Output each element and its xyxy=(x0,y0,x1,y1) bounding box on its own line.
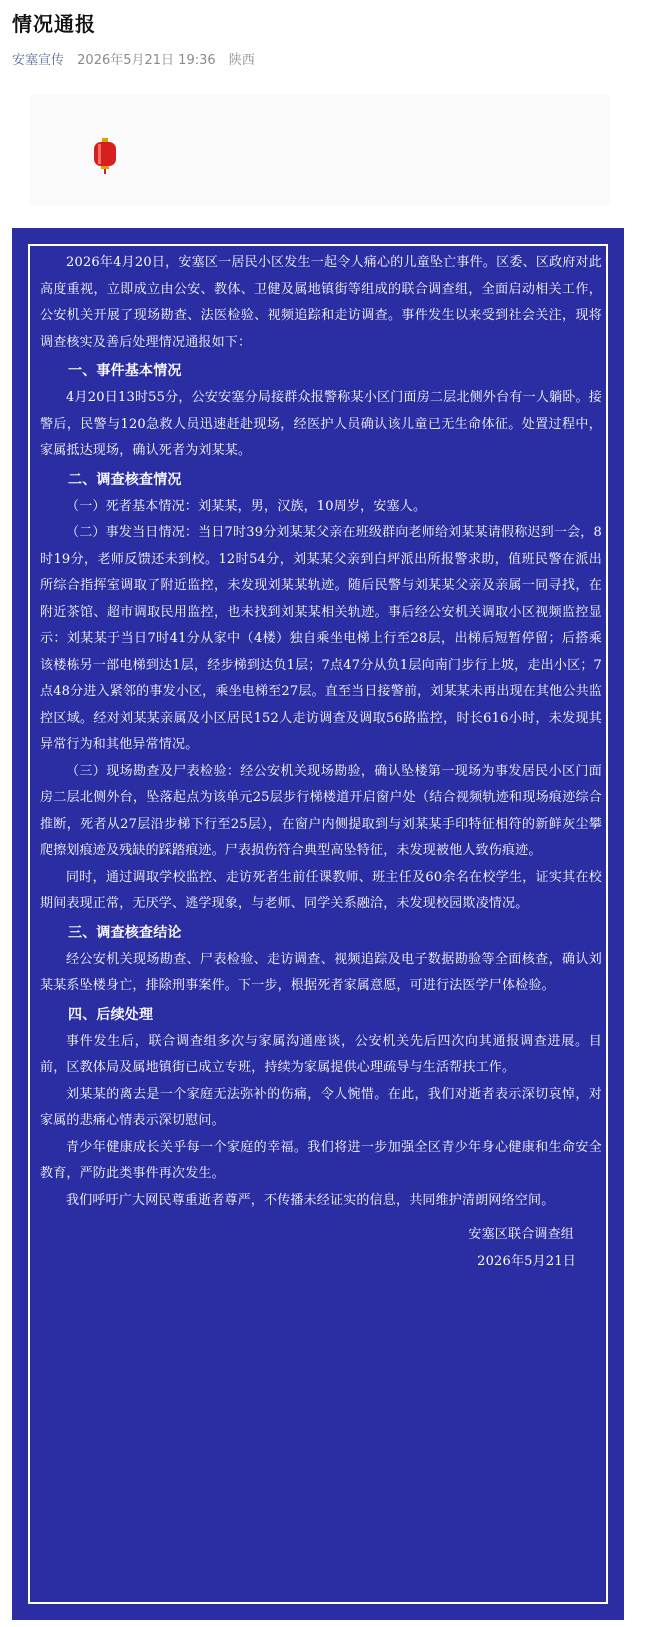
paragraph: 4月20日13时55分，公安安塞分局接群众报警称某小区门面房二层北侧外台有一人躺卧。接警后，民警与120急救人员迅速赶赴现场，经医护人员确认该儿童已无生命体征。处置过程中，家属抵达现场，确认死者为刘某某。 xyxy=(40,390,602,458)
notice-body xyxy=(40,250,602,1275)
red-lantern-icon xyxy=(90,138,120,174)
article-title: 情况通报 xyxy=(12,12,96,36)
section-heading: 一、事件基本情况 xyxy=(68,363,182,379)
paragraph: 经公安机关现场勘查、尸表检验、走访调查、视频追踪及电子数据勘验等全面核查，确认刘某某系坠楼身亡，排除刑事案件。下一步，根据死者家属意愿，可进行法医学尸体检验。 xyxy=(40,951,602,993)
paragraph: 我们呼吁广大网民尊重逝者尊严，不传播未经证实的信息，共同维护清朗网络空间。 xyxy=(66,1192,555,1208)
paragraph: 刘某某的离去是一个家庭无法弥补的伤痛，令人惋惜。在此，我们对逝者表示深切哀悼，对家属的悲痛心情表示深切慰问。 xyxy=(40,1086,602,1128)
publish-location: 陕西 xyxy=(228,53,255,68)
account-name-link[interactable]: 安塞宣传 xyxy=(12,53,65,68)
signature-date: 2026年5月21日 xyxy=(477,1253,576,1269)
paragraph: （三）现场勘查及尸表检验：经公安机关现场勘验，确认坠楼第一现场为事发居民小区门面房二层北侧外台，坠落起点为该单元25层步行梯楼道开启窗户处（结合视频轨迹和现场痕迹综合推断，死者从27层沿步梯下行至25层），在窗户内侧提取到与刘某某手印特征相符的新鲜灰尘攀爬擦划痕迹及残缺的踩踏痕迹。尸表损伤符合典型高坠特征，未发现被他人致伤痕迹。 xyxy=(40,763,602,858)
intro-paragraph: 2026年4月20日，安塞区一居民小区发生一起令人痛心的儿童坠亡事件。区委、区政府对此高度重视，立即成立由公安、教体、卫健及属地镇街等组成的联合调查组，全面启动相关工作，公安机关开展了现场勘查、法医检验、视频追踪和走访调查。事件发生以来受到社会关注，现将调查核实及善后处理情况通报如下： xyxy=(40,255,602,350)
signature: 安塞区联合调查组 xyxy=(468,1227,574,1242)
paragraph: （一）死者基本情况：刘某某，男，汉族，10周岁，安塞人。 xyxy=(66,498,427,514)
article-meta xyxy=(12,49,264,68)
paragraph: 同时，通过调取学校监控、走访死者生前任课教师、班主任及60余名在校学生，证实其在校期间表现正常，无厌学、逃学现象，与老师、同学关系融洽，未发现校园欺凌情况。 xyxy=(40,869,602,911)
paragraph: 事件发生后，联合调查组多次与家属沟通座谈，公安机关先后四次向其通报调查进展。目前，区教体局及属地镇街已成立专班，持续为家属提供心理疏导与生活帮扶工作。 xyxy=(40,1033,602,1075)
paragraph: （二）事发当日情况：当日7时39分刘某某父亲在班级群向老师给刘某某请假称迟到一会，8时19分，老师反馈还未到校。12时54分，刘某某父亲到白坪派出所报警求助，值班民警在派出所综合指挥室调取了附近监控，未发现刘某某轨迹。随后民警与刘某某父亲及亲属一同寻找，在附近茶馆、超市调取民用监控，也未找到刘某某相关轨迹。事后经公安机关调取小区视频监控显示：刘某某于当日7时41分从家中（4楼）独自乘坐电梯上行至28层，出梯后短暂停留；后搭乘该楼栋另一部电梯到达1层，经步梯到达负1层；7点47分从负1层向南门步行上坡，走出小区；7点48分进入紧邻的事发小区，乘坐电梯至27层。直至当日接警前，刘某某未再出现在其他公共监控区域。经对刘某某亲属及小区居民152人走访调查及调取56路监控，时长616小时，未发现其异常行为和其他异常情况。 xyxy=(40,525,602,752)
paragraph: 青少年健康成长关乎每一个家庭的幸福。我们将进一步加强全区青少年身心健康和生命安全教育，严防此类事件再次发生。 xyxy=(40,1139,602,1181)
section-heading: 二、调查核查情况 xyxy=(68,471,182,488)
section-heading: 四、后续处理 xyxy=(68,1006,154,1023)
publish-datetime: 2026年5月21日 19:36 xyxy=(77,53,216,68)
section-heading: 三、调查核查结论 xyxy=(68,924,182,941)
